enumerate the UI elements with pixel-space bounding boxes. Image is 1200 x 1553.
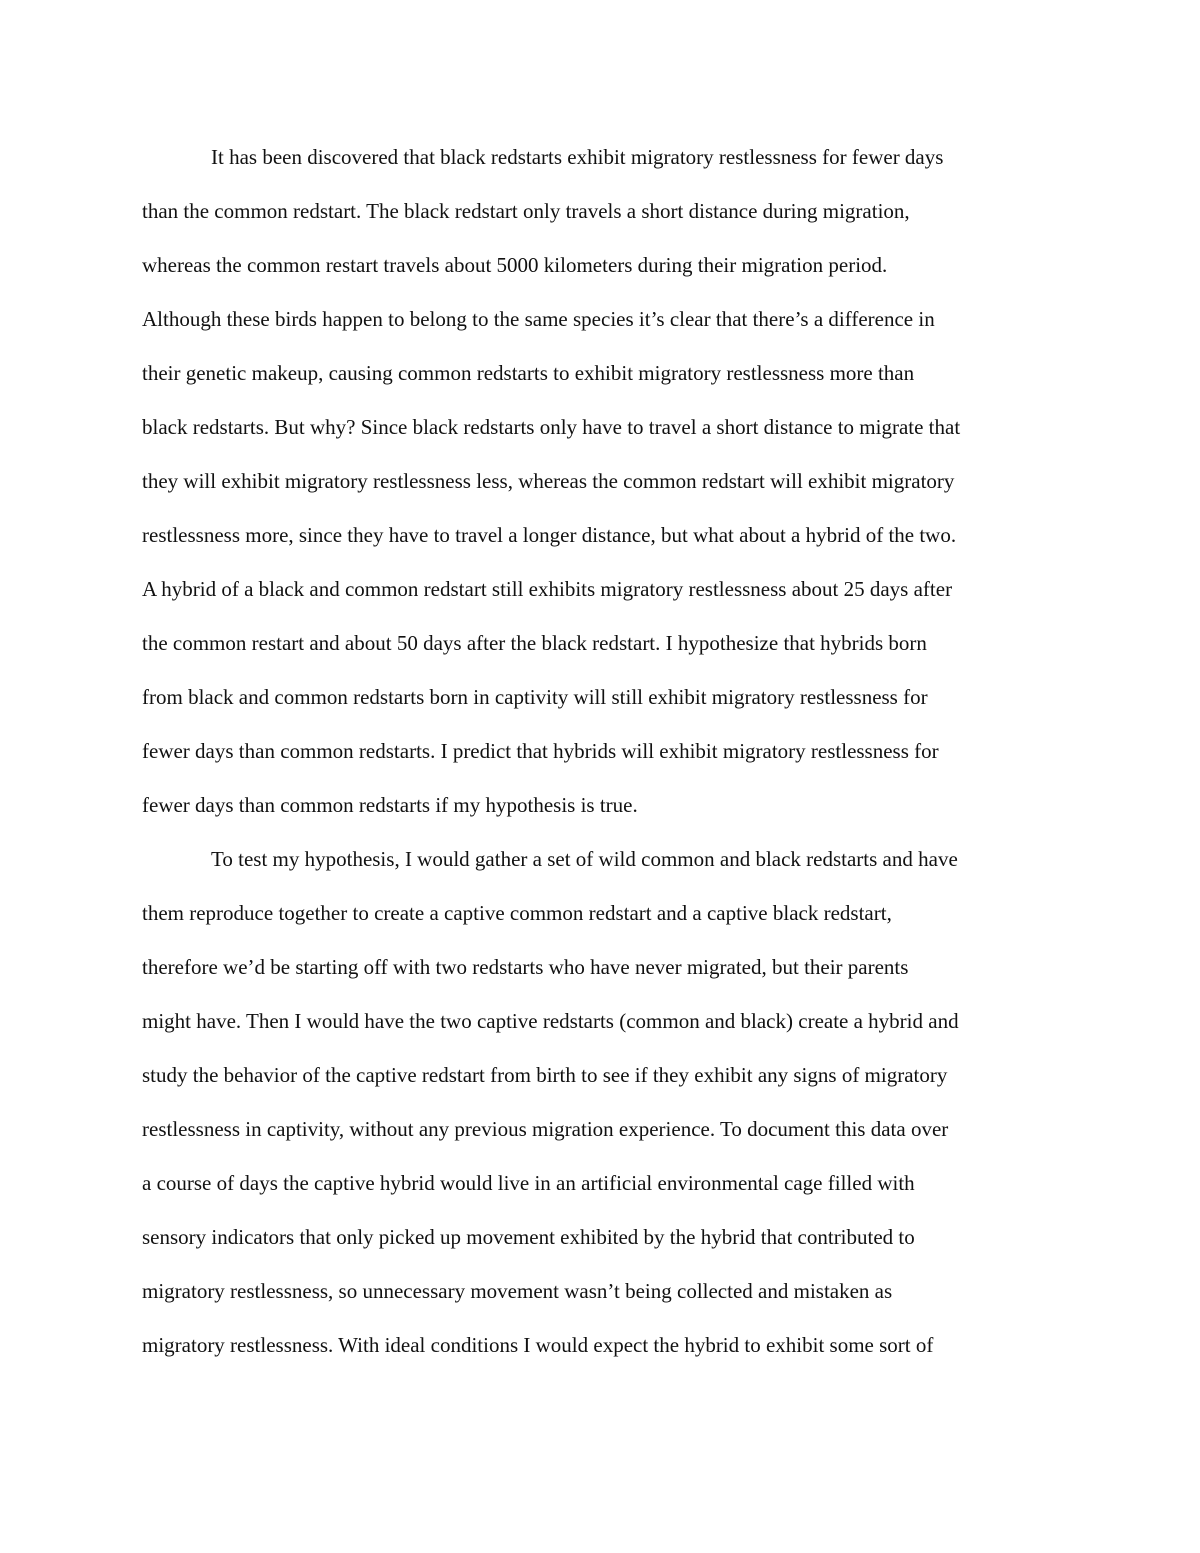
text-line: whereas the common restart travels about 5000 kilometers during their migration period. [142,253,888,277]
text-line: their genetic makeup, causing common redstarts to exhibit migratory restlessness more than [142,361,915,385]
text-line: migratory restlessness, so unnecessary movement wasn’t being collected and mistaken as [142,1279,893,1303]
paragraph-1 [142,137,1082,839]
text-line: It has been discovered that black redstarts exhibit migratory restlessness for fewer days [211,145,944,169]
text-line: a course of days the captive hybrid would live in an artificial environmental cage filled with [142,1171,915,1195]
text-line: they will exhibit migratory restlessness less, whereas the common redstart will exhibit migratory [142,469,955,493]
text-line: restlessness in captivity, without any previous migration experience. To document this data over [142,1117,949,1141]
text-line: black redstarts. But why? Since black redstarts only have to travel a short distance to migrate that [142,415,961,439]
text-line: them reproduce together to create a captive common redstart and a captive black redstart, [142,901,892,925]
text-line: Although these birds happen to belong to the same species it’s clear that there’s a difference in [142,307,935,331]
body-text [142,137,1082,1379]
paragraph-2 [142,839,1082,1379]
text-line: sensory indicators that only picked up movement exhibited by the hybrid that contributed to [142,1225,915,1249]
text-line: fewer days than common redstarts. I predict that hybrids will exhibit migratory restlessness for [142,739,939,763]
text-line: than the common redstart. The black redstart only travels a short distance during migration, [142,199,910,223]
text-line: migratory restlessness. With ideal conditions I would expect the hybrid to exhibit some sort of [142,1333,934,1357]
text-line: might have. Then I would have the two captive redstarts (common and black) create a hybrid and [142,1009,959,1033]
text-line: restlessness more, since they have to travel a longer distance, but what about a hybrid of the two. [142,523,957,547]
text-line: therefore we’d be starting off with two redstarts who have never migrated, but their parents [142,955,909,979]
text-line: study the behavior of the captive redstart from birth to see if they exhibit any signs of migratory [142,1063,948,1087]
text-line: the common restart and about 50 days after the black redstart. I hypothesize that hybrids born [142,631,927,655]
text-line: A hybrid of a black and common redstart still exhibits migratory restlessness about 25 days after [142,577,953,601]
text-line: fewer days than common redstarts if my hypothesis is true. [142,793,638,817]
text-line: To test my hypothesis, I would gather a set of wild common and black redstarts and have [211,847,958,871]
text-line: from black and common redstarts born in captivity will still exhibit migratory restlessness for [142,685,928,709]
